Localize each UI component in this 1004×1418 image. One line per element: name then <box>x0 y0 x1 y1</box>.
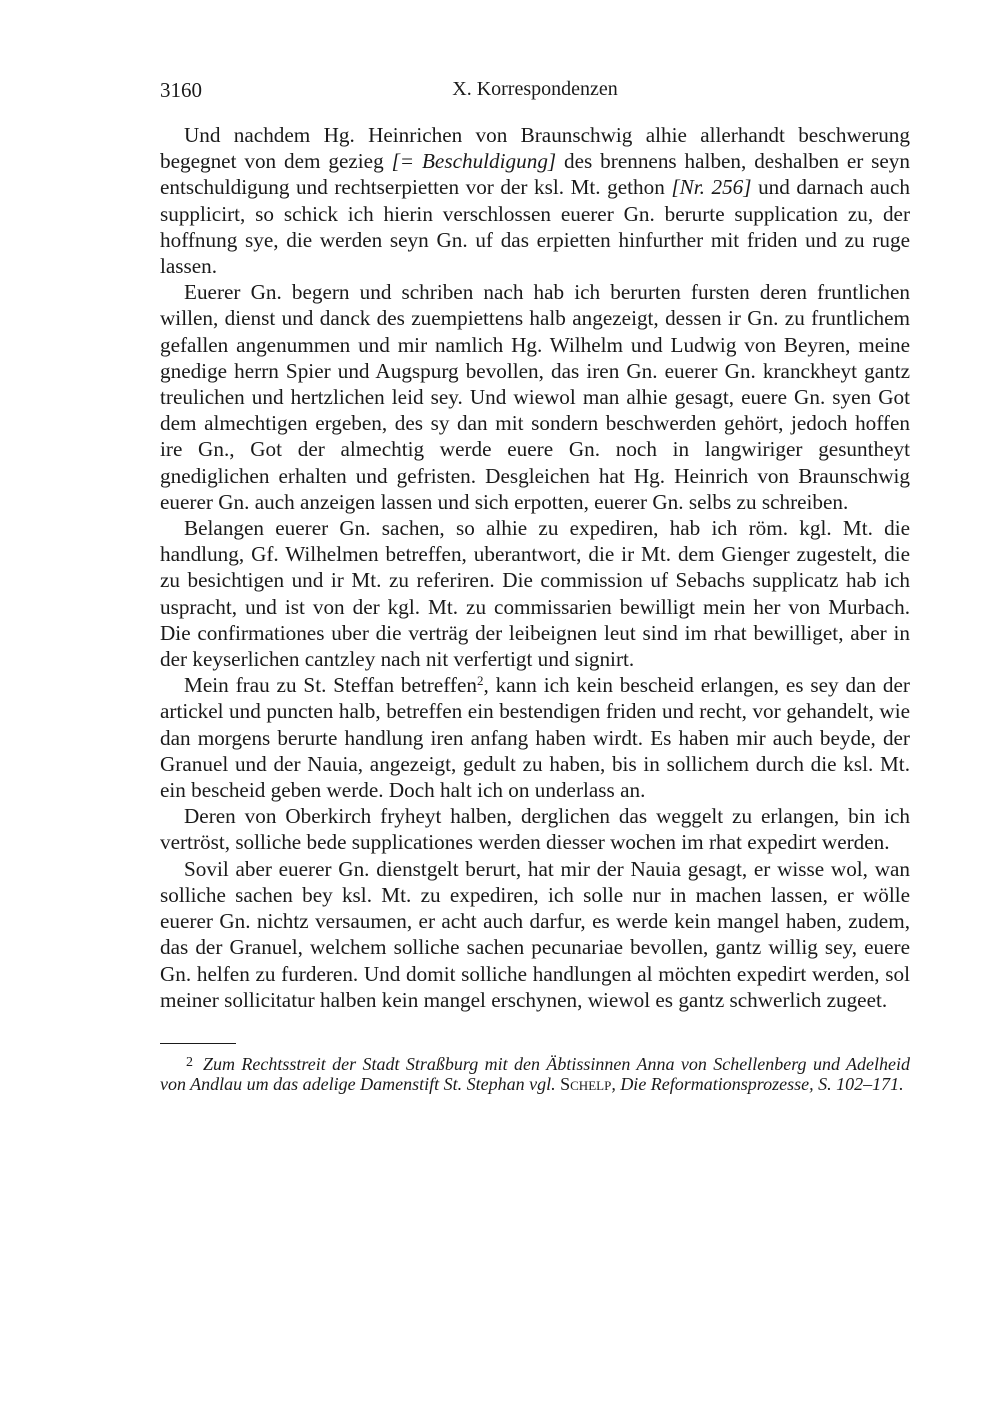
footnote-title: , Die Reformationsprozesse, S. 102–171. <box>611 1073 904 1094</box>
page-header <box>160 78 910 108</box>
paragraph-2: Euerer Gn. begern und schriben nach hab ich berurten fursten deren fruntlichen willen, dienst und danck des zuempiettens halb angezeigt, dessen ir Gn. zu fruntlichem gefallen angenummen und mir namlich Hg. Wilhelm und Ludwig von Beyren, meine gnedige herrn Spier und Augspurg bevollen, das iren Gn. euerer Gn. kranckheyt gantz treulichen und hertzlichen leid sey. Und wiewol man alhie gesagt, euere Gn. syen Got dem almechtigen ergeben, des sy dan mit sondern beschwerden gehört, jedoch hoffen ire Gn., Got der almechtig werde euere Gn. noch in langwiriger gesuntheyt gnediglichen erhalten und gefristen. Desgleichen hat Hg. Heinrich von Braunschwig euerer Gn. auch anzeigen lassen und sich erpotten, euerer Gn. selbs zu schreiben. <box>160 280 910 514</box>
paragraph-4 <box>160 672 910 803</box>
paragraph-text: Mein frau zu St. Steffan betreffen <box>184 673 477 698</box>
paragraph-5: Deren von Oberkirch fryheyt halben, derglichen das weggelt zu erlangen, bin ich vertröst, solliche bede supplicationes werden diesser wochen im rhat expedirt werden. <box>160 804 910 855</box>
editorial-note: [= Beschuldigung] <box>391 149 557 174</box>
paragraph-text: , kann ich kein bescheid erlangen, es sey dan der artickel und puncten halb, betreffen ein bestendigen friden und recht, vor gehandelt, wie dan morgens berurte handlung iren anfang haben wirdt. Es haben mir auch beyde, der Granuel und der Nauia, angezeigt, gedult zu haben, bis in sollichem durch die ksl. Mt. ein bescheid geben werde. Doch halt ich on underlass an. <box>160 673 910 803</box>
paragraph-text: des brennens halben, deshalben er seyn entschuldigung und rechtserpietten vor der ksl. Mt. gethon <box>160 149 910 200</box>
page-number: 3160 <box>160 78 202 102</box>
body-text <box>160 122 910 1013</box>
footnote-divider <box>160 1043 236 1044</box>
footnote <box>160 1053 910 1094</box>
footnote-text: Zum Rechtsstreit der Stadt Straßburg mit den Äbtissinnen Anna von Schellenberg und Adelheid von Andlau um das adelige Damenstift St. Stephan vgl. <box>160 1053 910 1094</box>
paragraph-1 <box>160 122 910 279</box>
footnote-number: 2 <box>186 1054 193 1070</box>
paragraph-text: und darnach auch supplicirt, so schick ich hierin verschlossen euerer Gn. berurte supplication zu, der hoffnung sye, die werden seyn Gn. uf das erpietten hinfurther mit friden und zu ruge lassen. <box>160 175 910 279</box>
footnote-reference[interactable]: 2 <box>476 673 484 689</box>
paragraph-text: Und nachdem Hg. Heinrichen von Braunschwig alhie allerhandt beschwerung begegnet von dem gezieg <box>160 123 910 174</box>
paragraph-3: Belangen euerer Gn. sachen, so alhie zu expediren, hab ich röm. kgl. Mt. die handlung, Gf. Wilhelmen betreffen, uberantwort, die ir Mt. dem Gienger zugestelt, die zu besichtigen und ir Mt. zu referiren. Die commission uf Sebachs supplicatz hab ich uspracht, und ist von der kgl. Mt. zu commissarien bewilligt mein her von Murbach. Die confirmationes uber die verträg der leibeignen leut sind im rhat bewilliget, aber in der keyserlichen cantzley nach nit verfertigt und signirt. <box>160 516 910 672</box>
paragraph-6: Sovil aber euerer Gn. dienstgelt berurt, hat mir der Nauia gesagt, er wisse wol, wan solliche sachen bey ksl. Mt. zu expediren, ich solle nur in machen lassen, er wölle euerer Gn. nichtz versaumen, er acht auch darfur, es werde kein mangel haben, zudem, das der Granuel, welchem solliche sachen pecunariae bevollen, gantz willig sey, euere Gn. helfen zu furderen. Und domit solliche handlungen al möchten expedirt werden, sol meiner sollicitatur halben kein mangel erschynen, wiewol es gantz schwerlich zugeet. <box>160 856 910 1012</box>
running-title: X. Korrespondenzen <box>452 78 618 100</box>
cross-reference: [Nr. 256] <box>671 175 752 200</box>
document-page <box>160 78 910 1094</box>
footnote-author: Schelp <box>560 1073 612 1094</box>
